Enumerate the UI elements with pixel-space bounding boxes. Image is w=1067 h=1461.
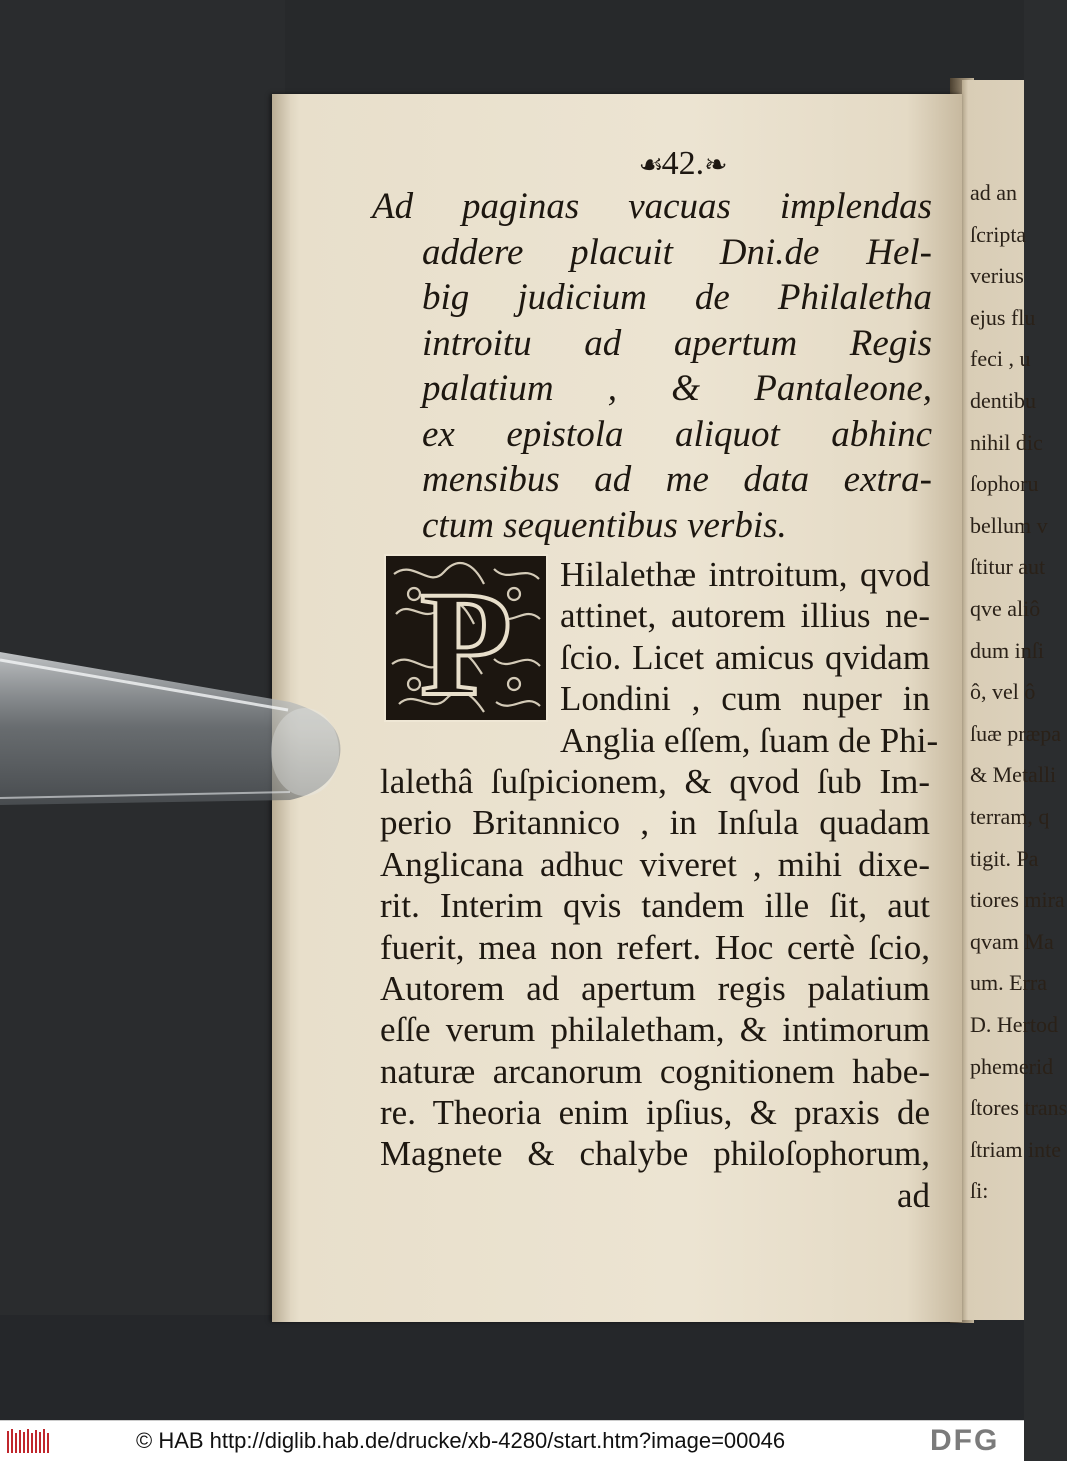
italic-line: Ad paginas vacuas implendas (372, 186, 932, 227)
facing-page-line: ad an (970, 180, 1018, 205)
italic-line: introitu ad apertum Regis (422, 322, 932, 364)
italic-line: ctum sequentibus verbis. (422, 504, 787, 546)
body-line: eſſe verum philaletham, & intimorum (380, 1010, 930, 1050)
decorated-initial (384, 554, 548, 727)
facing-page-line: & Metalli (970, 762, 1057, 788)
facing-page (962, 80, 1067, 1320)
facing-page-line: ſuæ præpa (970, 720, 1062, 746)
facing-page-line: D. Hertod (970, 1012, 1058, 1037)
italic-introduction (372, 184, 932, 548)
facing-page-line: ejus flu (970, 304, 1036, 330)
body-line: re. Theoria enim ipſius, & praxis de (380, 1093, 930, 1133)
italic-line: palatium , & Pantaleone, (422, 368, 932, 409)
body-line: Autorem ad apertum regis palatium (380, 968, 930, 1008)
dfg-logo: DFG (930, 1424, 1000, 1457)
facing-page-line: dentibu (970, 388, 1036, 413)
facing-page-line: dum inſi (970, 637, 1044, 663)
book-page (272, 94, 962, 1322)
facing-page-line: phemerid (970, 1053, 1054, 1079)
dark-backdrop-bottom (0, 1315, 1024, 1420)
body-line: Hilalethæ introitum, qvod (560, 555, 930, 594)
italic-line: mensibus ad me data extra- (422, 459, 932, 500)
page-number (592, 144, 772, 184)
facing-page-line: verius (970, 263, 1024, 289)
facing-page-line: feci , u (970, 346, 1031, 372)
body-line: rit. Interim qvis tandem ille ſit, aut (380, 886, 930, 926)
body-line: attinet, autorem illius ne- (560, 596, 930, 636)
facing-page-line: ſi: (970, 1178, 989, 1204)
facing-page-line: ſtriam inte (970, 1136, 1062, 1162)
facing-page-line: terram, q (970, 804, 1050, 829)
body-line: ſcio. Licet amicus qvidam (560, 637, 930, 677)
body-line: Anglia eſſem, ſuam de Phi- (560, 720, 939, 760)
facing-page-line: tigit. Pa (970, 845, 1039, 871)
italic-line: ex epistola aliquot abhinc (422, 413, 932, 455)
body-line: perio Britannico , in Inſula quadam (380, 803, 930, 843)
body-line: naturæ arcanorum cognitionem habe- (380, 1051, 930, 1091)
hab-barcode-logo-icon (6, 1427, 50, 1455)
facing-page-line: ſtitur aut (970, 554, 1046, 580)
catchword: ad (896, 1175, 930, 1215)
facing-page-line: ſcripta (970, 221, 1027, 247)
facing-page-line: ô, vel ô (970, 679, 1036, 705)
facing-page-line: ſtores trans (970, 1095, 1067, 1121)
initial-letter: P (420, 561, 512, 727)
facing-page-line: um. Erra (970, 970, 1047, 996)
body-line: lalethâ ſuſpicionem, & qvod ſub Im- (380, 761, 930, 801)
italic-line: addere placuit Dni.de Hel- (422, 231, 932, 273)
facing-page-line: qvam Ma (970, 928, 1054, 954)
ornament-left-icon: ☙ (638, 150, 662, 181)
facing-page-line: nihil dic (970, 429, 1043, 455)
italic-line: big judicium de Philaletha (422, 277, 932, 318)
copyright-link[interactable]: © HAB http://diglib.hab.de/drucke/xb-4280/start.htm?image=00046 (136, 1428, 786, 1453)
facing-page-line: ſophoru (970, 471, 1039, 497)
facing-page-line: tiores mira (970, 887, 1065, 913)
page-holder-clamp (0, 640, 350, 820)
ornament-right-icon: ❧ (704, 150, 726, 181)
body-line: Anglicana adhuc viveret , mihi dixe- (380, 844, 930, 884)
body-line: Magnete & chalybe philoſophorum, (380, 1134, 930, 1174)
facing-page-line: bellum v (970, 512, 1048, 538)
footer-bar (0, 1420, 1024, 1461)
floral-initial-icon (384, 554, 548, 727)
page-number-text: 42. (661, 145, 705, 182)
body-line: Londini , cum nuper in (560, 679, 930, 719)
body-line: fuerit, mea non refert. Hoc certè ſcio, (380, 927, 930, 967)
facing-page-line: qve aliô (970, 596, 1041, 621)
